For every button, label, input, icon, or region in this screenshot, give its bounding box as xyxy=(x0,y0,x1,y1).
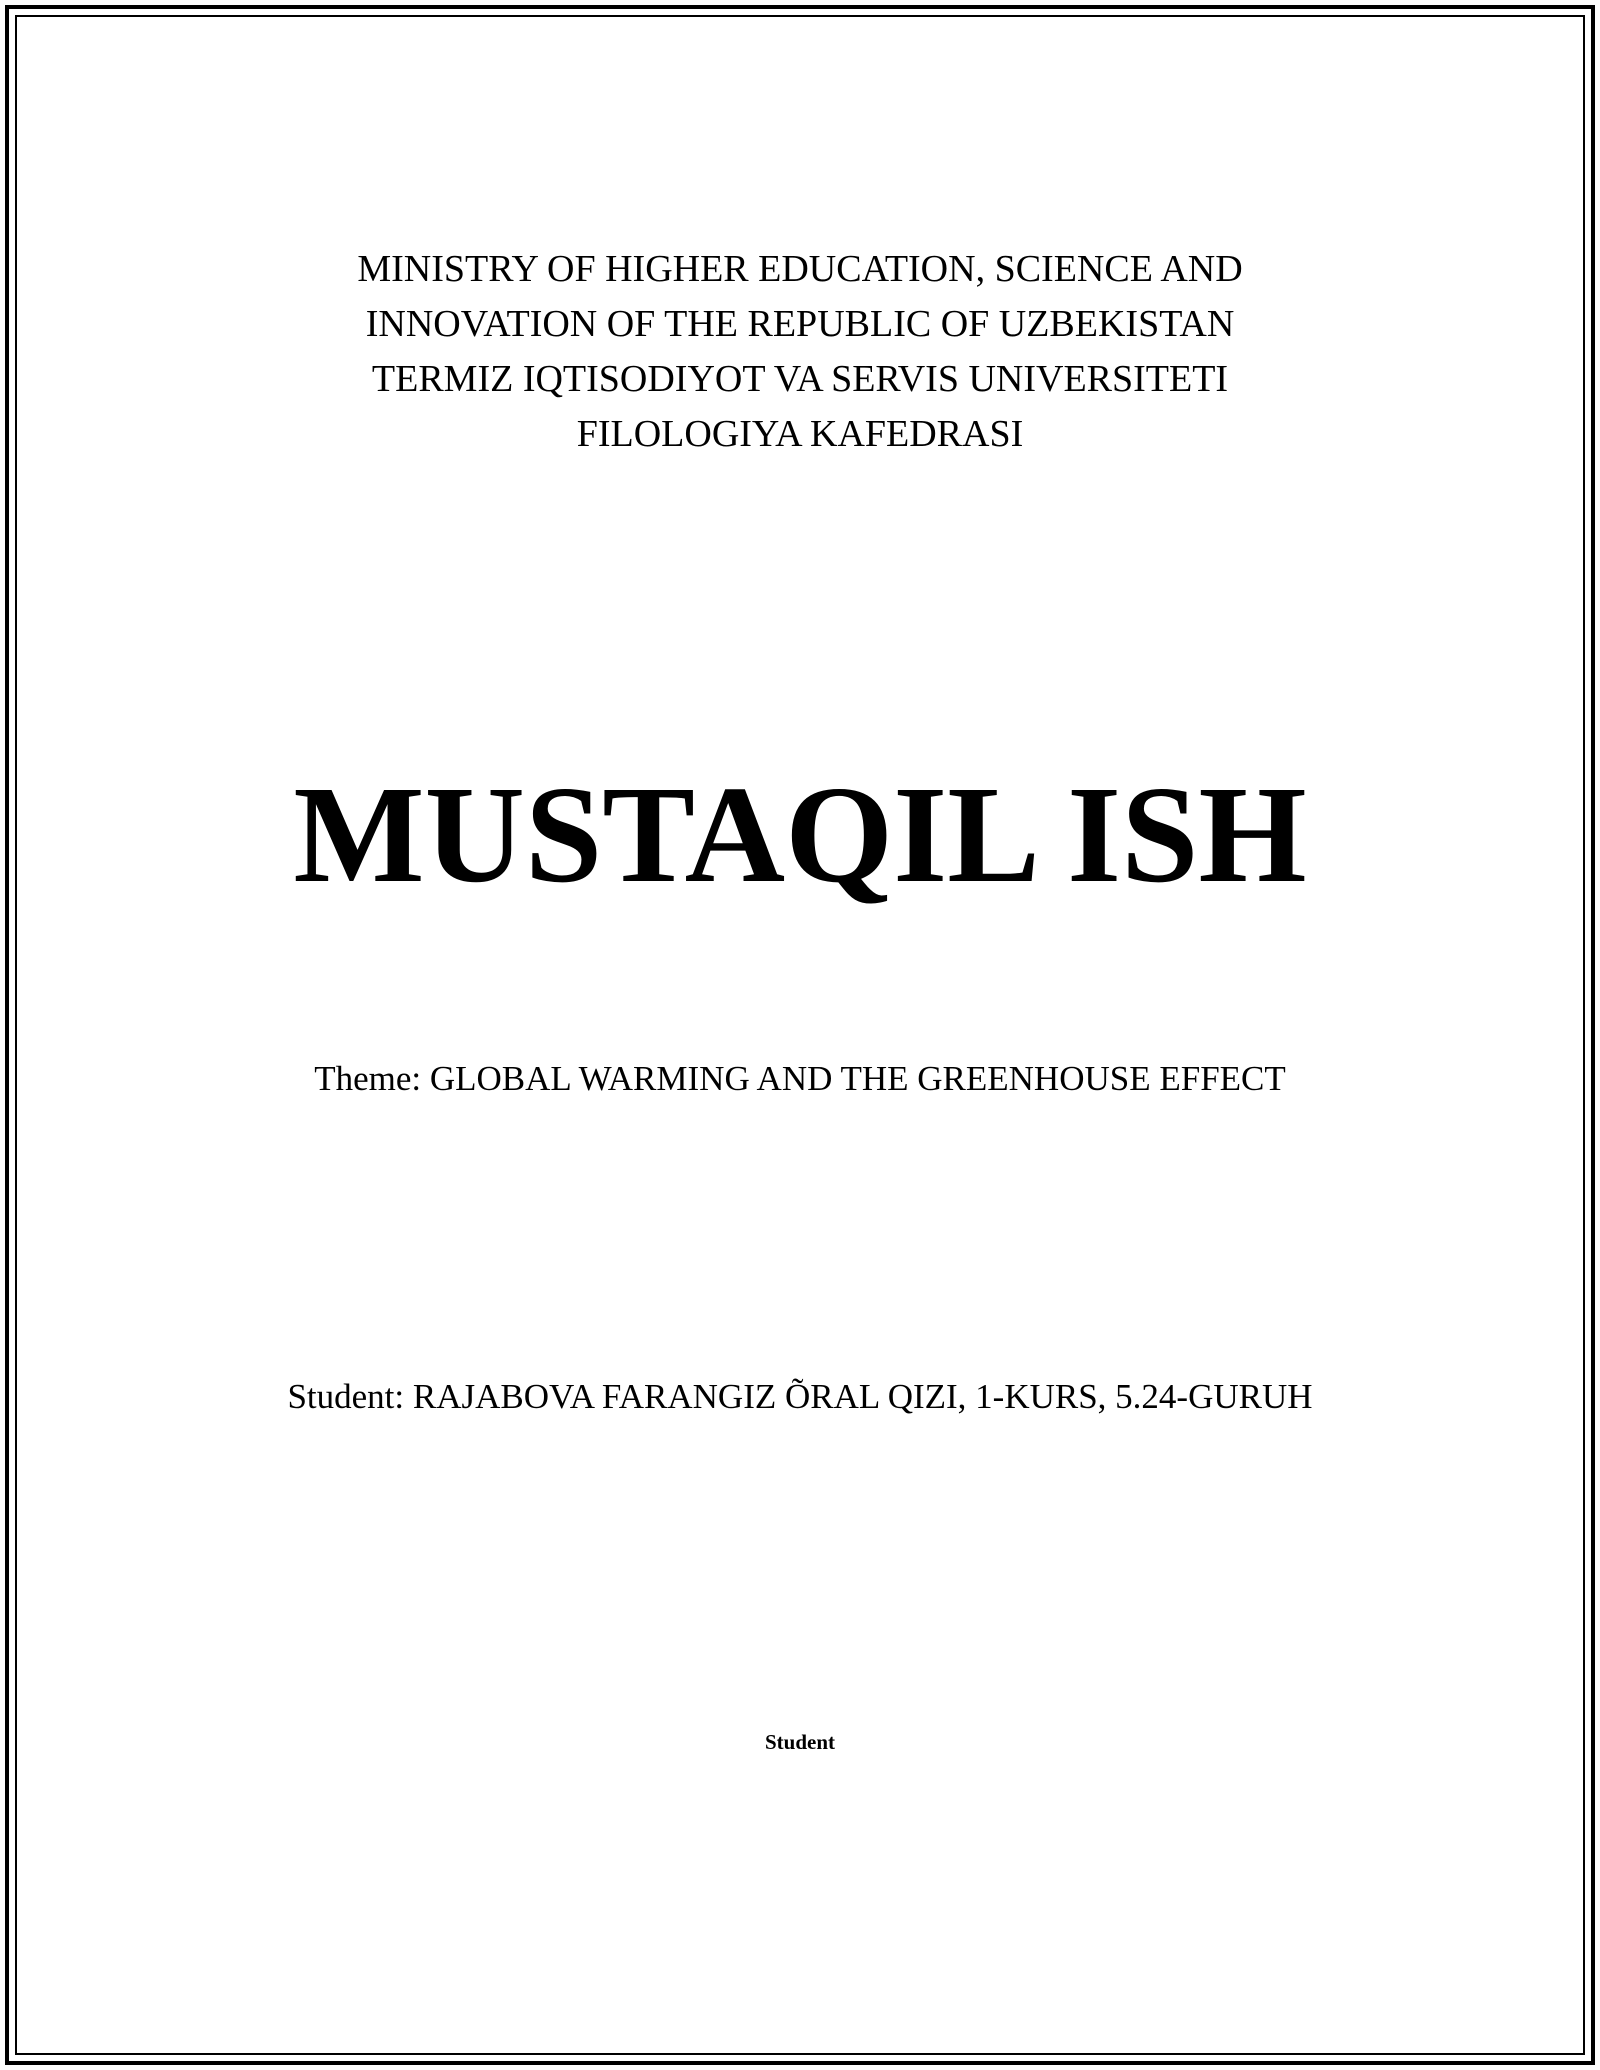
theme-line: Theme: GLOBAL WARMING AND THE GREENHOUSE EFFECT xyxy=(314,1059,1286,1098)
header-line-university: TERMIZ IQTISODIYOT VA SERVIS UNIVERSITETI xyxy=(371,358,1229,400)
header-line-ministry: MINISTRY OF HIGHER EDUCATION, SCIENCE AND xyxy=(357,248,1243,290)
document-title: MUSTAQIL ISH xyxy=(293,758,1307,912)
institution-header xyxy=(0,242,1600,462)
header-line-republic: INNOVATION OF THE REPUBLIC OF UZBEKISTAN xyxy=(365,303,1235,345)
student-info: Student: RAJABOVA FARANGIZ ÕRAL QIZI, 1-KURS, 5.24-GURUH xyxy=(287,1377,1313,1416)
header-line-department: FILOLOGIYA KAFEDRASI xyxy=(576,413,1024,455)
student-label: Student xyxy=(764,1730,836,1754)
